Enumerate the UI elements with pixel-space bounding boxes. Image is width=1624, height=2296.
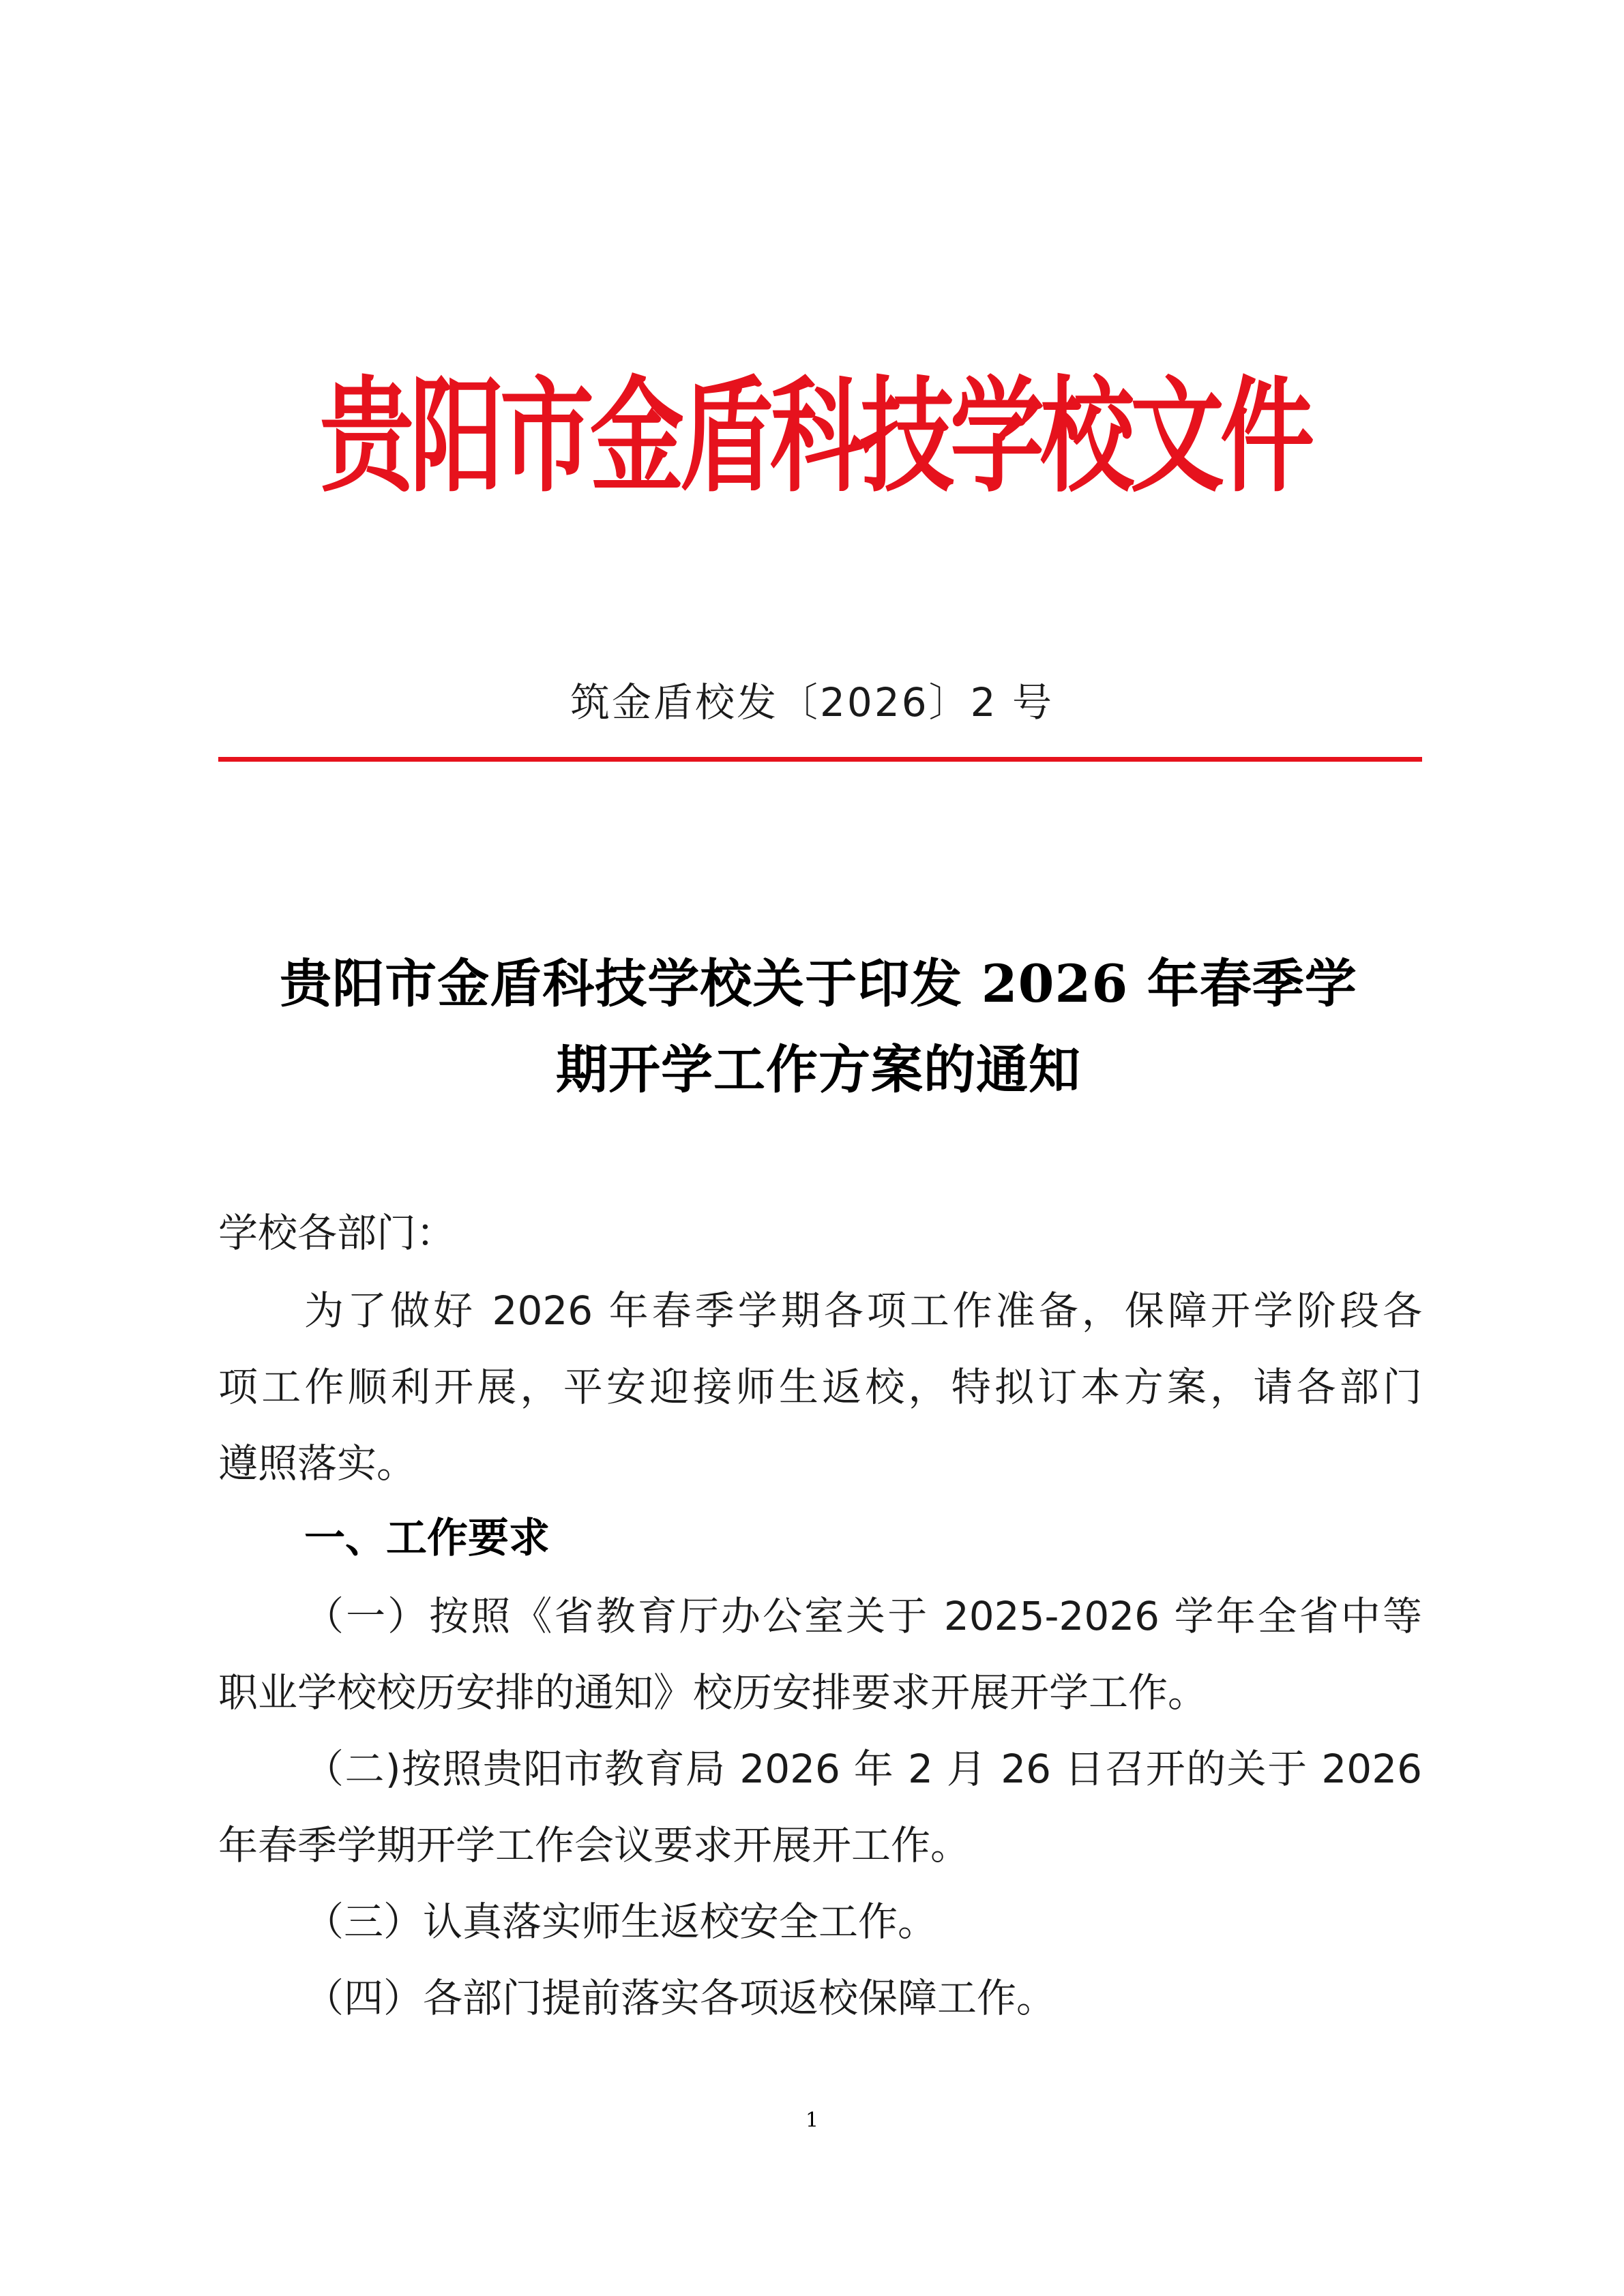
masthead-title: 贵阳市金盾科技学校文件: [319, 362, 1310, 509]
intro-line-2: 项工作顺利开展，平安迎接师生返校，特拟订本方案，请各部门: [218, 1364, 1422, 1410]
requirement-1-line-1: （一）按照《省教育厅办公室关于 2025-2026 学年全省中等: [304, 1593, 1422, 1639]
requirement-1-line-2: 职业学校校历安排的通知》校历安排要求开展开学工作。: [218, 1669, 1208, 1716]
intro-line-1: 为了做好 2026 年春季学期各项工作准备，保障开学阶段各: [304, 1287, 1422, 1334]
notice-title-line-2: 期开学工作方案的通知: [556, 1039, 1081, 1100]
section-heading-work-requirements: 一、工作要求: [304, 1515, 550, 1562]
requirement-2-line-2: 年春季学期开学工作会议要求开展开工作。: [218, 1822, 971, 1868]
requirement-4: （四）各部门提前落实各项返校保障工作。: [304, 1975, 1057, 2021]
document-number: 筑金盾校发〔2026〕2 号: [570, 679, 1054, 726]
notice-title: [225, 941, 1412, 1113]
notice-title-line-1: 贵阳市金盾科技学校关于印发 2026 年春季学: [280, 953, 1357, 1014]
intro-line-3: 遵照落实。: [218, 1440, 417, 1487]
requirement-3: （三）认真落实师生返校安全工作。: [304, 1898, 938, 1945]
salutation: 学校各部门：: [218, 1210, 456, 1256]
requirement-2-line-1: （二)按照贵阳市教育局 2026 年 2 月 26 日召开的关于 2026: [304, 1746, 1422, 1792]
red-divider-line: [218, 757, 1422, 762]
page-number: 1: [805, 2108, 819, 2132]
